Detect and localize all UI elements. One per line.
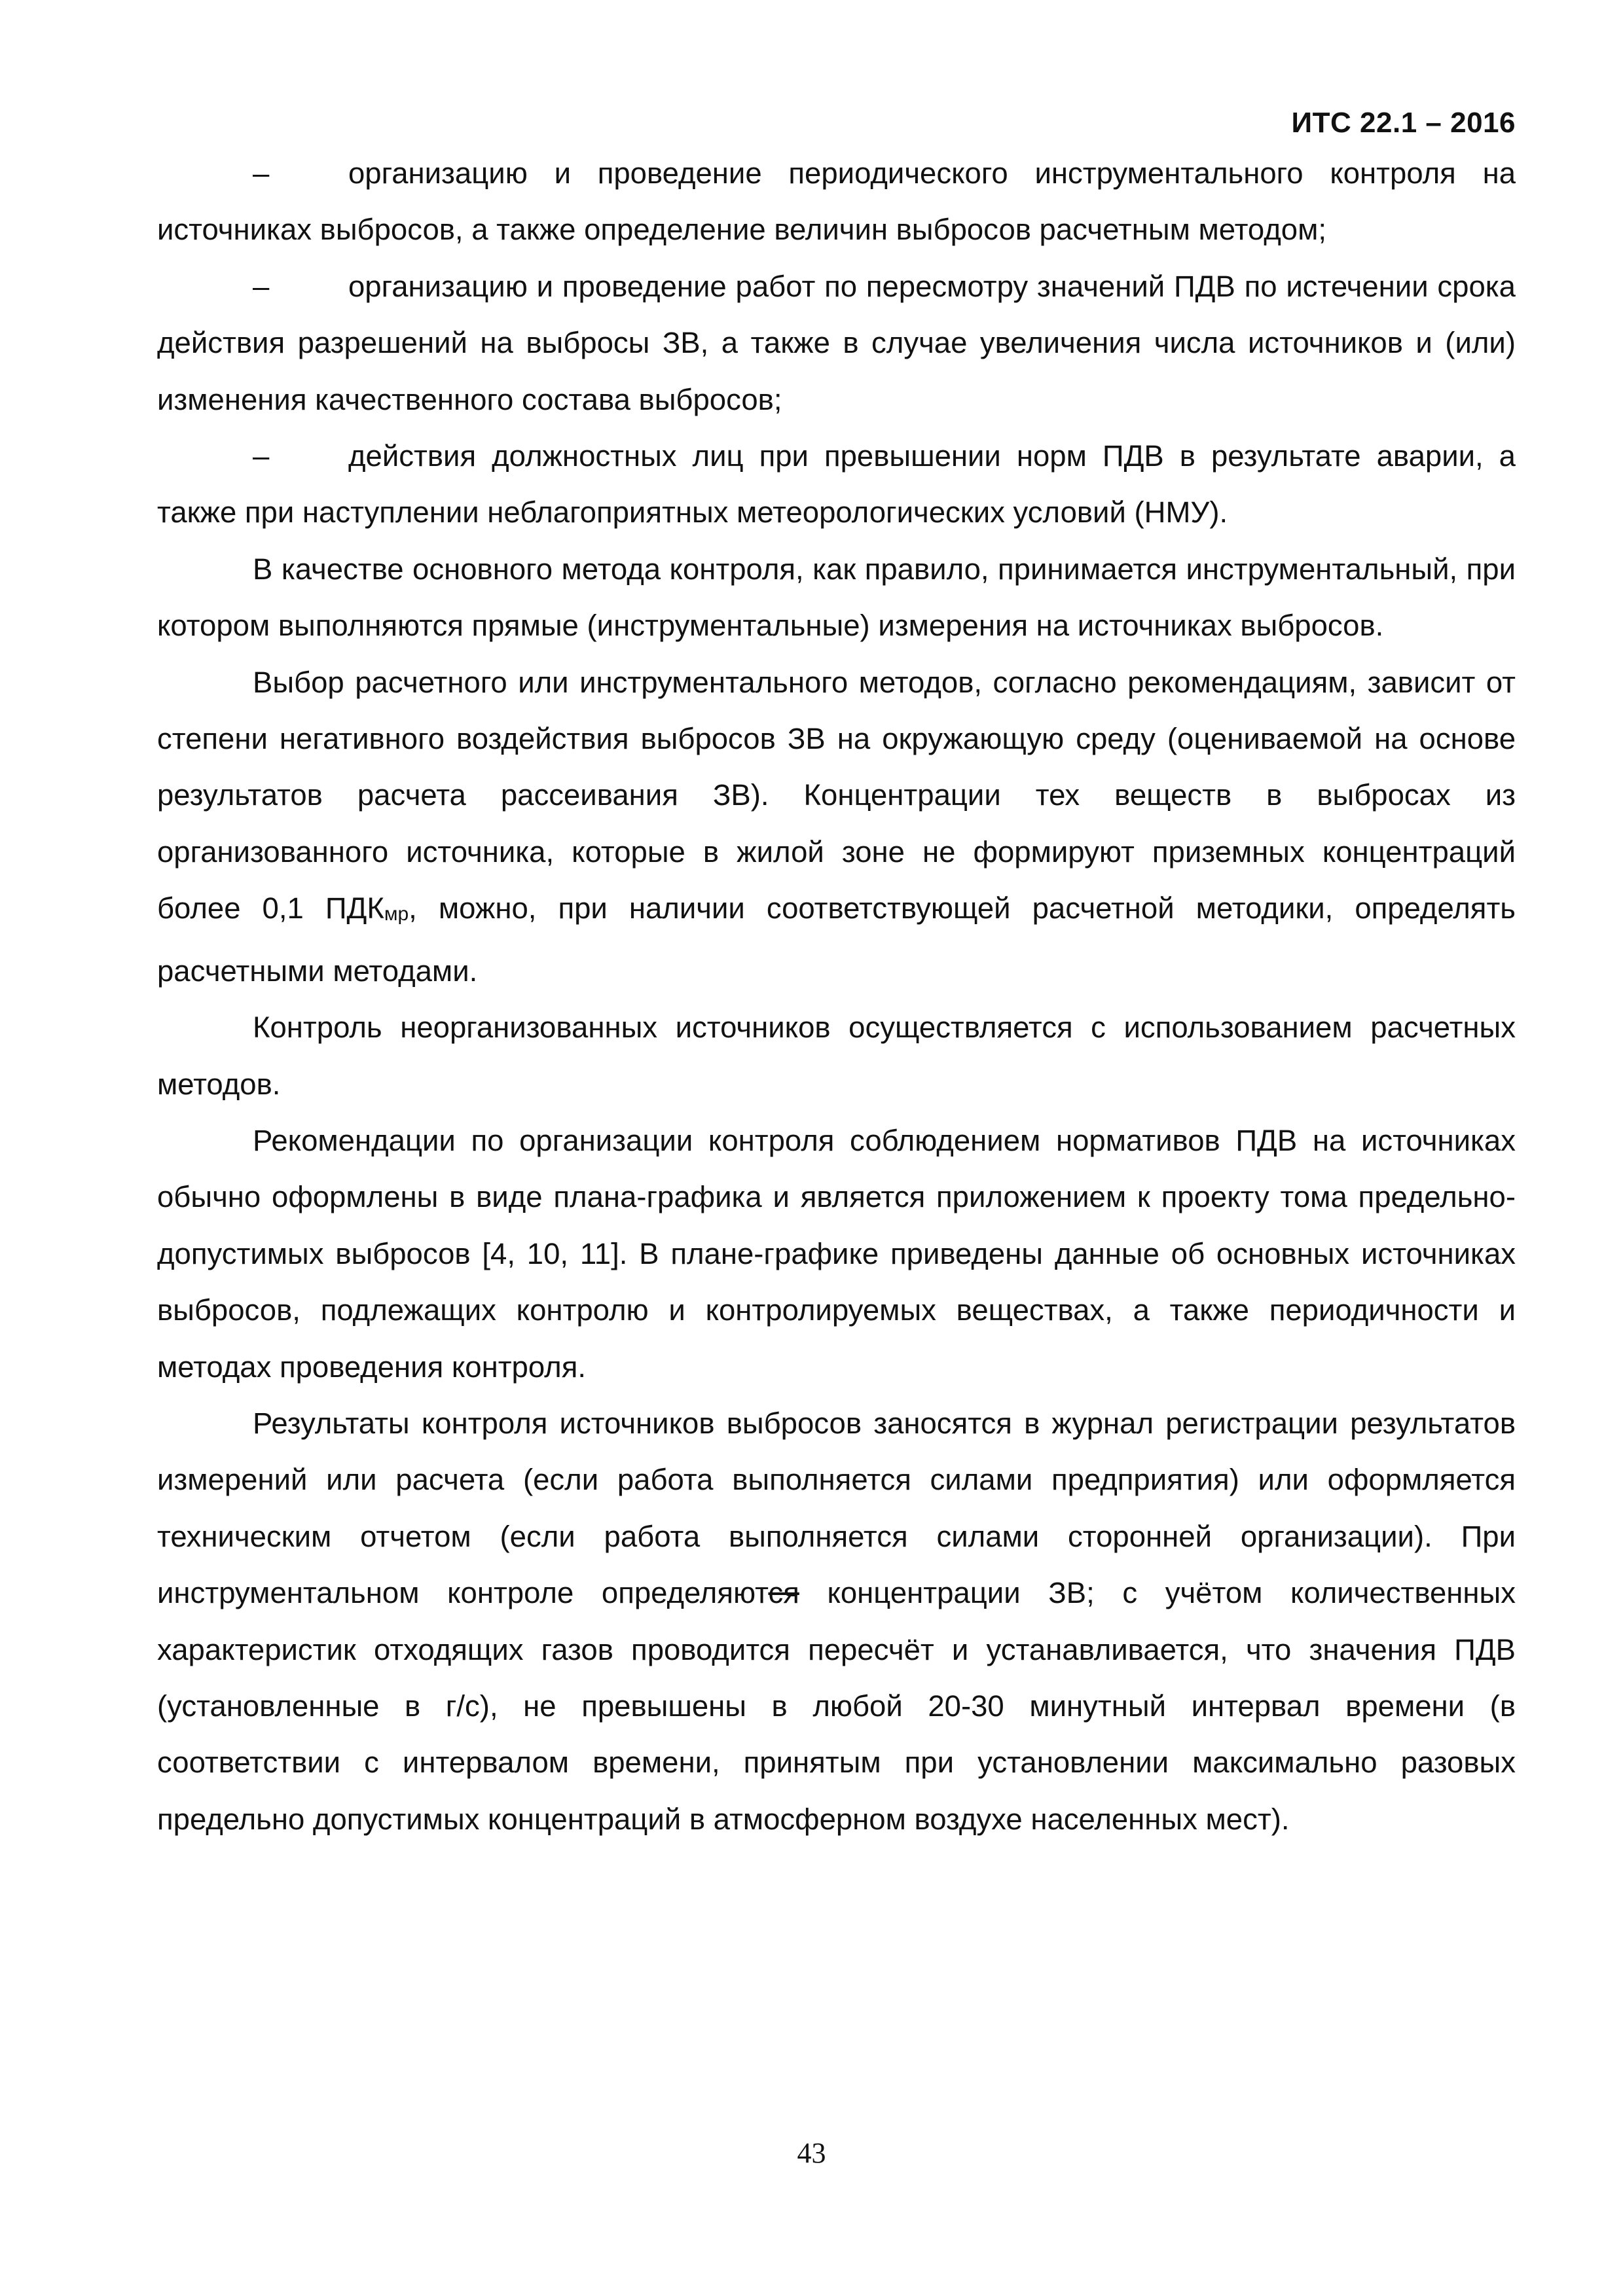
paragraph-text: Результаты контроля источников выбросов заносятся в журнал регистрации результатов измерений или расчета (если работа выполняется силами предприятия) или оформляется техническим отчетом (если работа выполняется силами сторонней организации). При инструментальном контроле определяют <box>157 1406 1516 1610</box>
bullet-item <box>157 145 1516 259</box>
strikethrough-text: ся <box>768 1576 799 1610</box>
paragraph-fugitive-sources: Контроль неорганизованных источников осуществляется с использованием расчетных методов. <box>157 1011 1516 1101</box>
paragraph-text: Выбор расчетного или инструментального методов, согласно рекомендациям, зависит от степени негативного воздействия выбросов ЗВ на окружающую среду (оцениваемой на основе результатов расчета рассеивания ЗВ). Концентрации тех веществ в выбросах из организованного источника, которые в жилой зоне не формируют приземных концентраций более 0,1 ПДК <box>157 665 1516 925</box>
paragraph-method-choice <box>157 655 1516 999</box>
document-body <box>157 145 1516 1848</box>
page-number: 43 <box>797 2137 826 2169</box>
paragraph-recommendations: Рекомендации по организации контроля соблюдением нормативов ПДВ на источниках обычно оформлены в виде плана-графика и является приложением к проекту тома предельно-допустимых выбросов [4, 10, 11]. В плане-графике приведены данные об основных источниках выбросов, подлежащих контролю и контролируемых веществах, а также периодичности и методах проведения контроля. <box>157 1123 1516 1384</box>
bullet-text: действия должностных лиц при превышении норм ПДВ в результате аварии, а также при наступлении неблагоприятных метеорологических условий (НМУ). <box>157 439 1516 529</box>
bullet-text: организацию и проведение периодического инструментального контроля на источниках выбросов, а также определение величин выбросов расчетным методом; <box>157 156 1516 247</box>
subscript-mr: мр <box>384 903 409 925</box>
paragraph-control-results <box>157 1395 1516 1848</box>
bullet-text: организацию и проведение работ по пересмотру значений ПДВ по истечении срока действия разрешений на выбросы ЗВ, а также в случае увеличения числа источников и (или) изменения качественного состава выбросов; <box>157 269 1516 416</box>
paragraph-text: , можно, при наличии соответствующей расчетной методики, определять расчетными методами. <box>157 891 1516 988</box>
bullet-item <box>157 259 1516 428</box>
document-header: ИТС 22.1 – 2016 <box>1291 107 1516 139</box>
dash-bullet-marker: – <box>253 439 270 473</box>
bullet-item <box>157 428 1516 541</box>
paragraph-text: концентрации ЗВ; с учётом количественных характеристик отходящих газов проводится пересчёт и устанавливается, что значения ПДВ (установленные в г/с), не превышены в любой 20-30 минутный интервал времени (в соответствии с интервалом времени, принятым при установлении максимально разовых предельно допустимых концентраций в атмосферном воздухе населенных мест). <box>157 1576 1516 1836</box>
paragraph-main-control-method: В качестве основного метода контроля, как правило, принимается инструментальный, при котором выполняются прямые (инструментальные) измерения на источниках выбросов. <box>157 552 1516 643</box>
dash-bullet-marker: – <box>253 269 270 303</box>
dash-bullet-marker: – <box>253 156 270 190</box>
